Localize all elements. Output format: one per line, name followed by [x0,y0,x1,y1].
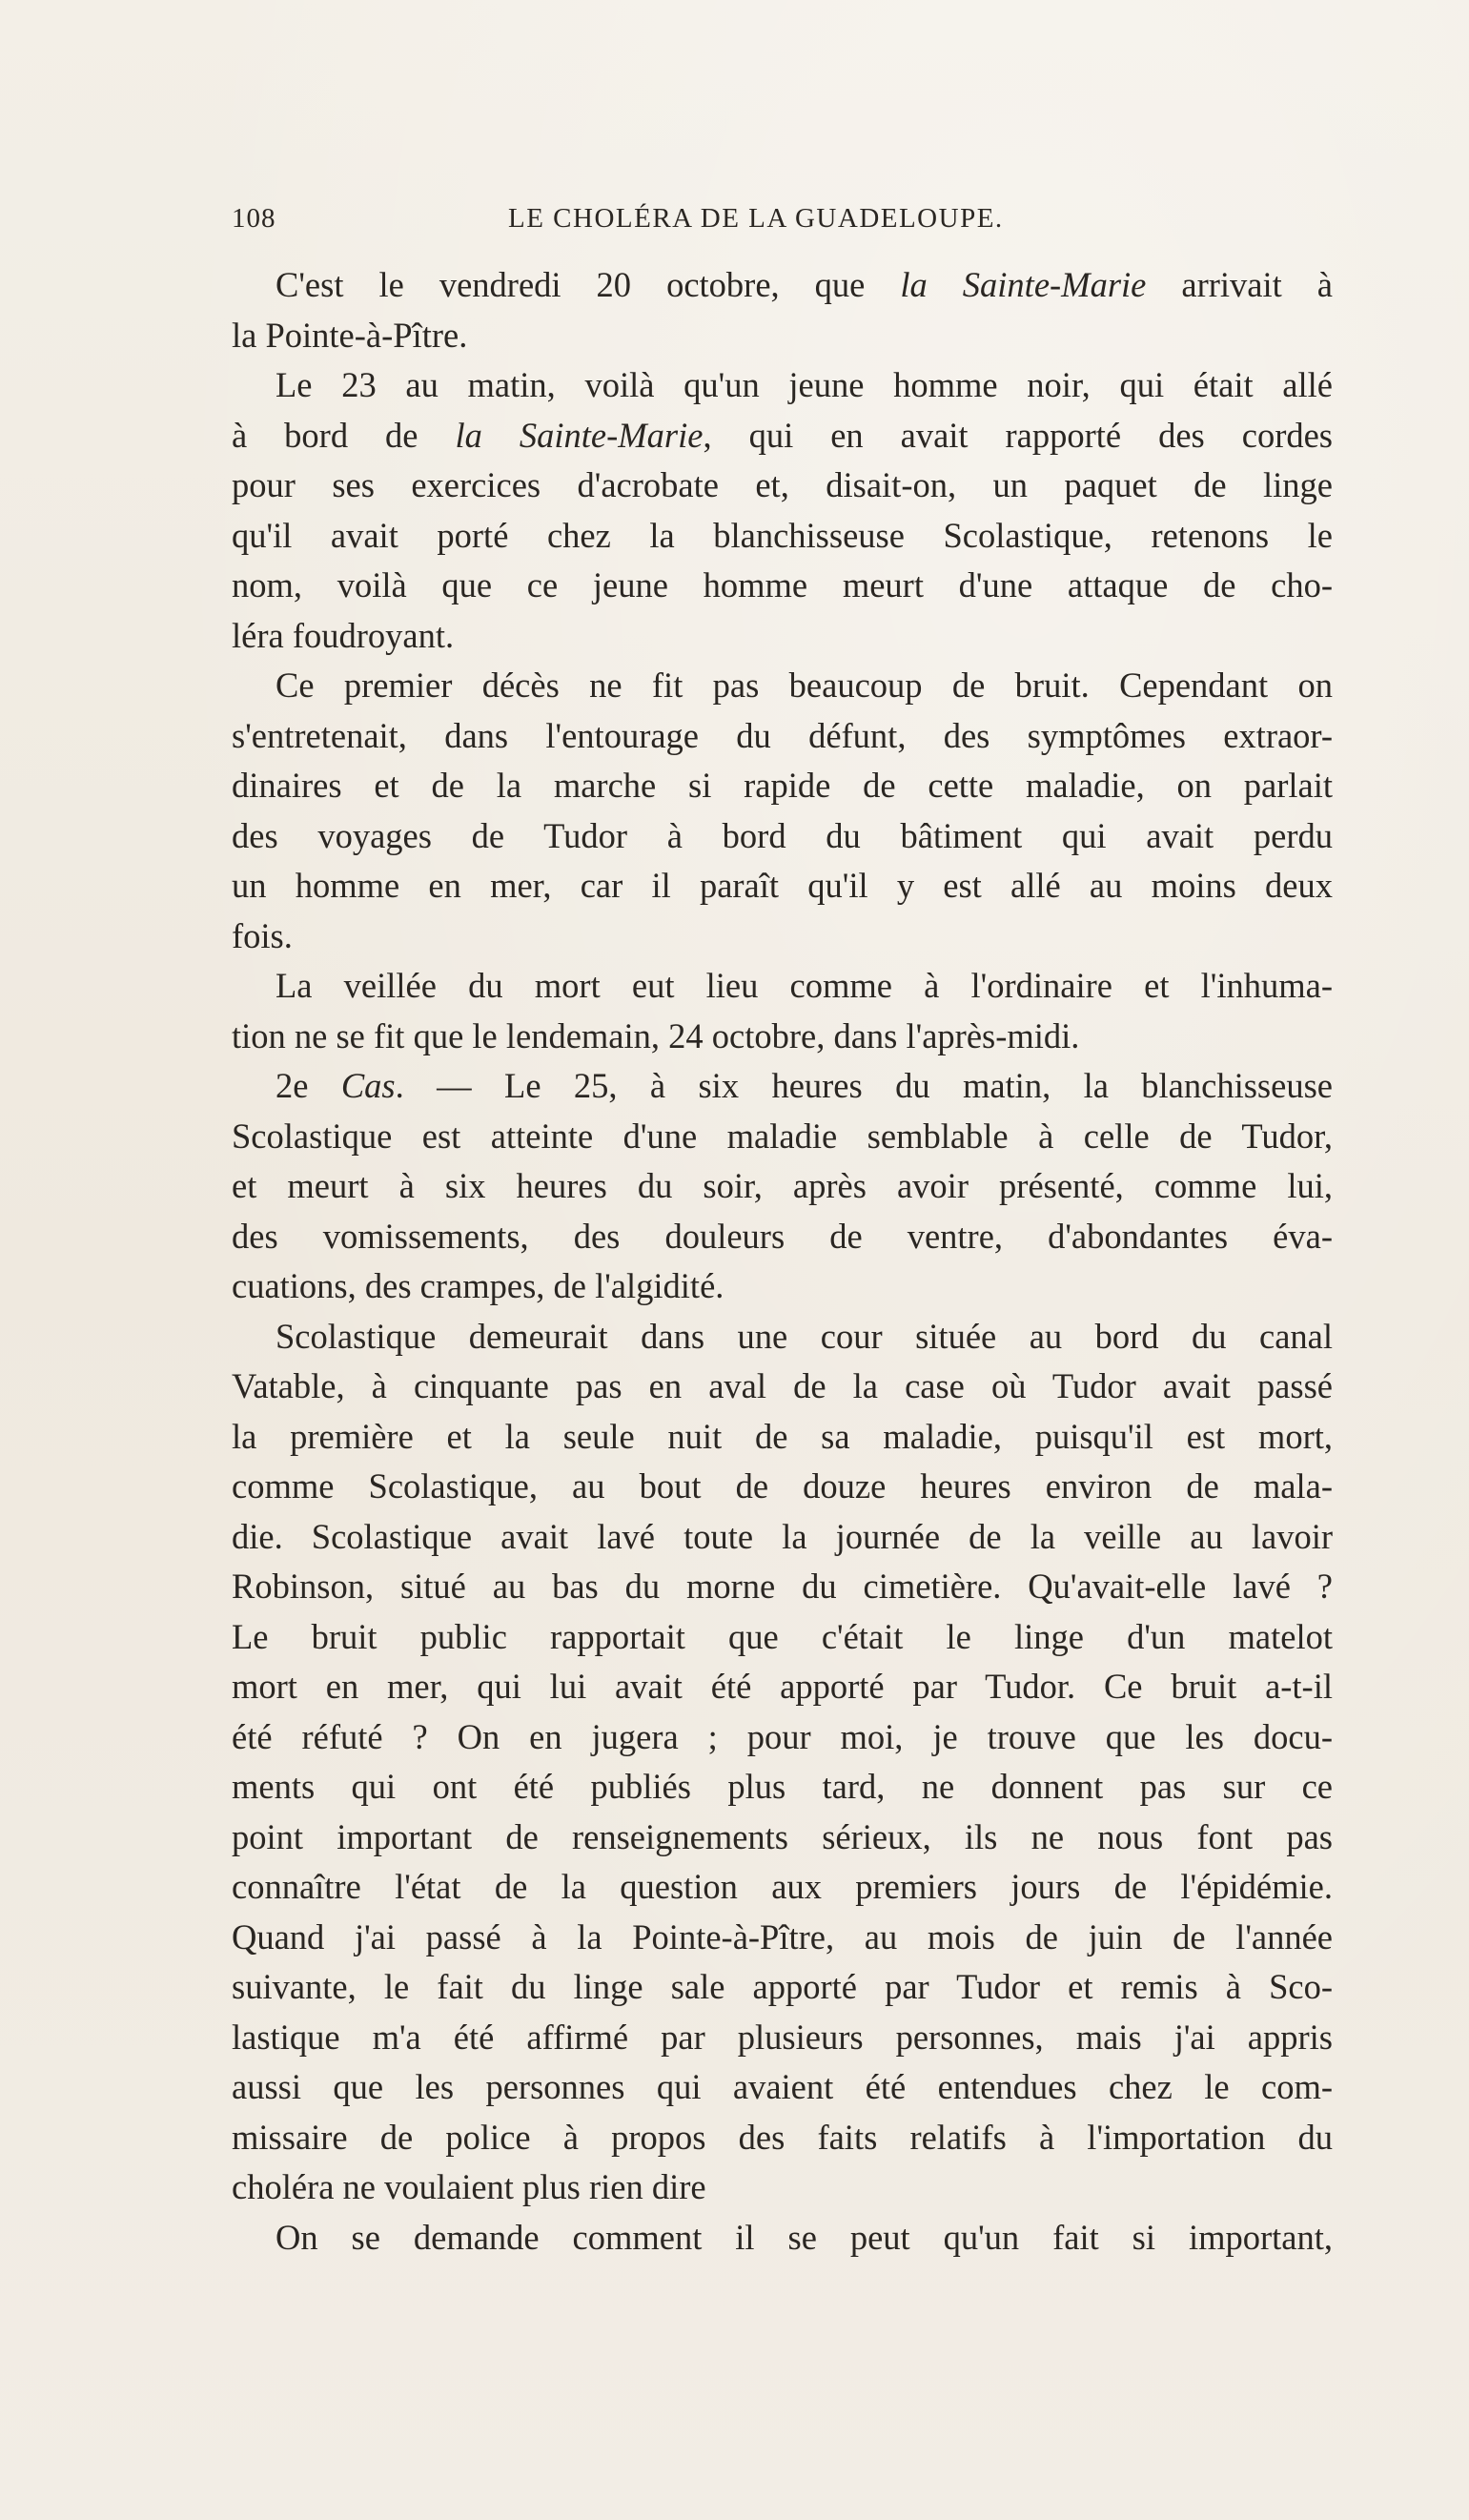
text-line [232,1712,1333,1763]
text-span: cuations, des crampes, de l'algidité. [232,1266,724,1305]
text-line [232,1862,1333,1913]
text-span: 2e [275,1066,341,1105]
text-span: mort en mer, qui lui avait été apporté par Tudor. Ce bruit a-t-il [232,1667,1333,1706]
text-span: suivante, le fait du linge sale apporté par Tudor et remis à Sco- [232,1967,1333,2006]
text-span: léra foudroyant. [232,615,455,655]
text-span: tion ne se fit que le lendemain, 24 octobre, dans l'après-midi. [232,1015,1080,1055]
text-span: Le 23 au matin, voilà qu'un jeune homme noir, qui était allé [275,365,1333,404]
text-line [232,461,1333,511]
text-span: s'entretenait, dans l'entourage du défunt, des symptômes extraor- [232,715,1333,755]
text-span: On se demande comment il se peut qu'un fait si important, [275,2217,1333,2257]
text-line [232,360,1333,411]
text-span: et meurt à six heures du soir, après avoir présenté, comme lui, [232,1166,1333,1205]
text-line [232,1512,1333,1563]
text-line [232,711,1333,762]
text-span: qu'il avait porté chez la blanchisseuse Scolastique, retenons le [232,515,1333,555]
text-line [232,511,1333,562]
text-span: La veillée du mort eut lieu comme à l'ordinaire et l'inhuma- [275,966,1333,1005]
text-line [232,1662,1333,1712]
running-header [232,203,1333,251]
text-span: pour ses exercices d'acrobate et, disait-on, un paquet de linge [232,465,1333,504]
text-span: Quand j'ai passé à la Pointe-à-Pître, au mois de juin de l'année [232,1916,1333,1957]
running-title: LE CHOLÉRA DE LA GUADELOUPE. [508,203,1004,234]
text-span: Scolastique est atteinte d'une maladie semblable à celle de Tudor, [232,1116,1333,1156]
text-line [232,260,1333,311]
text-line [232,1061,1333,1112]
text-span: arrivait à [1146,265,1333,304]
text-line [232,1962,1333,2013]
text-line [232,611,1333,662]
text-line [232,861,1333,912]
body-text [232,260,1333,2263]
text-span: à bord de [232,415,456,455]
text-line [232,2213,1333,2264]
text-line [232,761,1333,811]
italic-text: Cas [340,1066,396,1105]
text-line [232,2162,1333,2213]
text-line [232,2062,1333,2113]
text-span: aussi que les personnes qui avaient été entendues chez le com- [232,2067,1333,2106]
text-span: point important de renseignements sérieux, ils ne nous font pas [232,1816,1333,1856]
text-line [232,1462,1333,1512]
text-line [232,1612,1333,1663]
text-line [232,2113,1333,2163]
text-span: . — Le 25, à six heures du matin, la blanchisseuse [395,1066,1333,1105]
text-span: , qui en avait rapporté des cordes [703,415,1333,455]
text-line [232,1813,1333,1863]
text-line [232,2013,1333,2063]
text-span: missaire de police à propos des faits relatifs à l'importation du [232,2117,1333,2157]
text-line [232,311,1333,361]
text-span: Ce premier décès ne fit pas beaucoup de bruit. Cependant on [275,666,1333,705]
italic-text: la Sainte-Marie [900,265,1147,304]
text-line [232,961,1333,1012]
italic-text: la Sainte-Marie [455,415,704,455]
page-number: 108 [232,203,276,234]
text-span: lastique m'a été affirmé par plusieurs personnes, mais j'ai appris [232,2017,1333,2057]
text-line [232,1412,1333,1463]
text-span: ments qui ont été publiés plus tard, ne donnent pas sur ce [232,1767,1333,1806]
text-line [232,1312,1333,1362]
text-span: fois. [232,915,293,955]
text-line [232,912,1333,962]
text-span: nom, voilà que ce jeune homme meurt d'une attaque de cho- [232,565,1333,604]
text-line [232,1112,1333,1162]
text-span: C'est le vendredi 20 octobre, que [275,265,901,304]
text-line [232,1161,1333,1212]
text-span: connaître l'état de la question aux premiers jours de l'épidémie. [232,1867,1333,1906]
text-line [232,1762,1333,1813]
text-line [232,811,1333,862]
text-span: dinaires et de la marche si rapide de cette maladie, on parlait [232,766,1333,805]
text-span: la Pointe-à-Pître. [232,315,468,355]
text-line [232,1012,1333,1062]
text-span: des vomissements, des douleurs de ventre, d'abondantes éva- [232,1216,1333,1256]
text-line [232,1362,1333,1412]
text-line [232,561,1333,611]
text-line [232,661,1333,711]
text-line [232,1261,1333,1312]
text-span: des voyages de Tudor à bord du bâtiment qui avait perdu [232,815,1333,855]
text-span: Le bruit public rapportait que c'était le linge d'un matelot [232,1616,1333,1656]
text-line [232,411,1333,461]
text-span: été réfuté ? On en jugera ; pour moi, je trouve que les docu- [232,1716,1333,1756]
text-span: die. Scolastique avait lavé toute la journée de la veille au lavoir [232,1516,1333,1556]
text-span: Scolastique demeurait dans une cour située au bord du canal [275,1316,1333,1356]
text-span: comme Scolastique, au bout de douze heures environ de mala- [232,1466,1333,1506]
text-line [232,1913,1333,1963]
text-line [232,1562,1333,1612]
text-span: Vatable, à cinquante pas en aval de la case où Tudor avait passé [232,1366,1333,1405]
text-span: choléra ne voulaient plus rien dire [232,2167,706,2206]
text-span: un homme en mer, car il paraît qu'il y est allé au moins deux [232,866,1333,905]
text-line [232,1212,1333,1262]
text-span: la première et la seule nuit de sa maladie, puisqu'il est mort, [232,1416,1333,1456]
text-span: Robinson, situé au bas du morne du cimetière. Qu'avait-elle lavé ? [232,1567,1333,1606]
